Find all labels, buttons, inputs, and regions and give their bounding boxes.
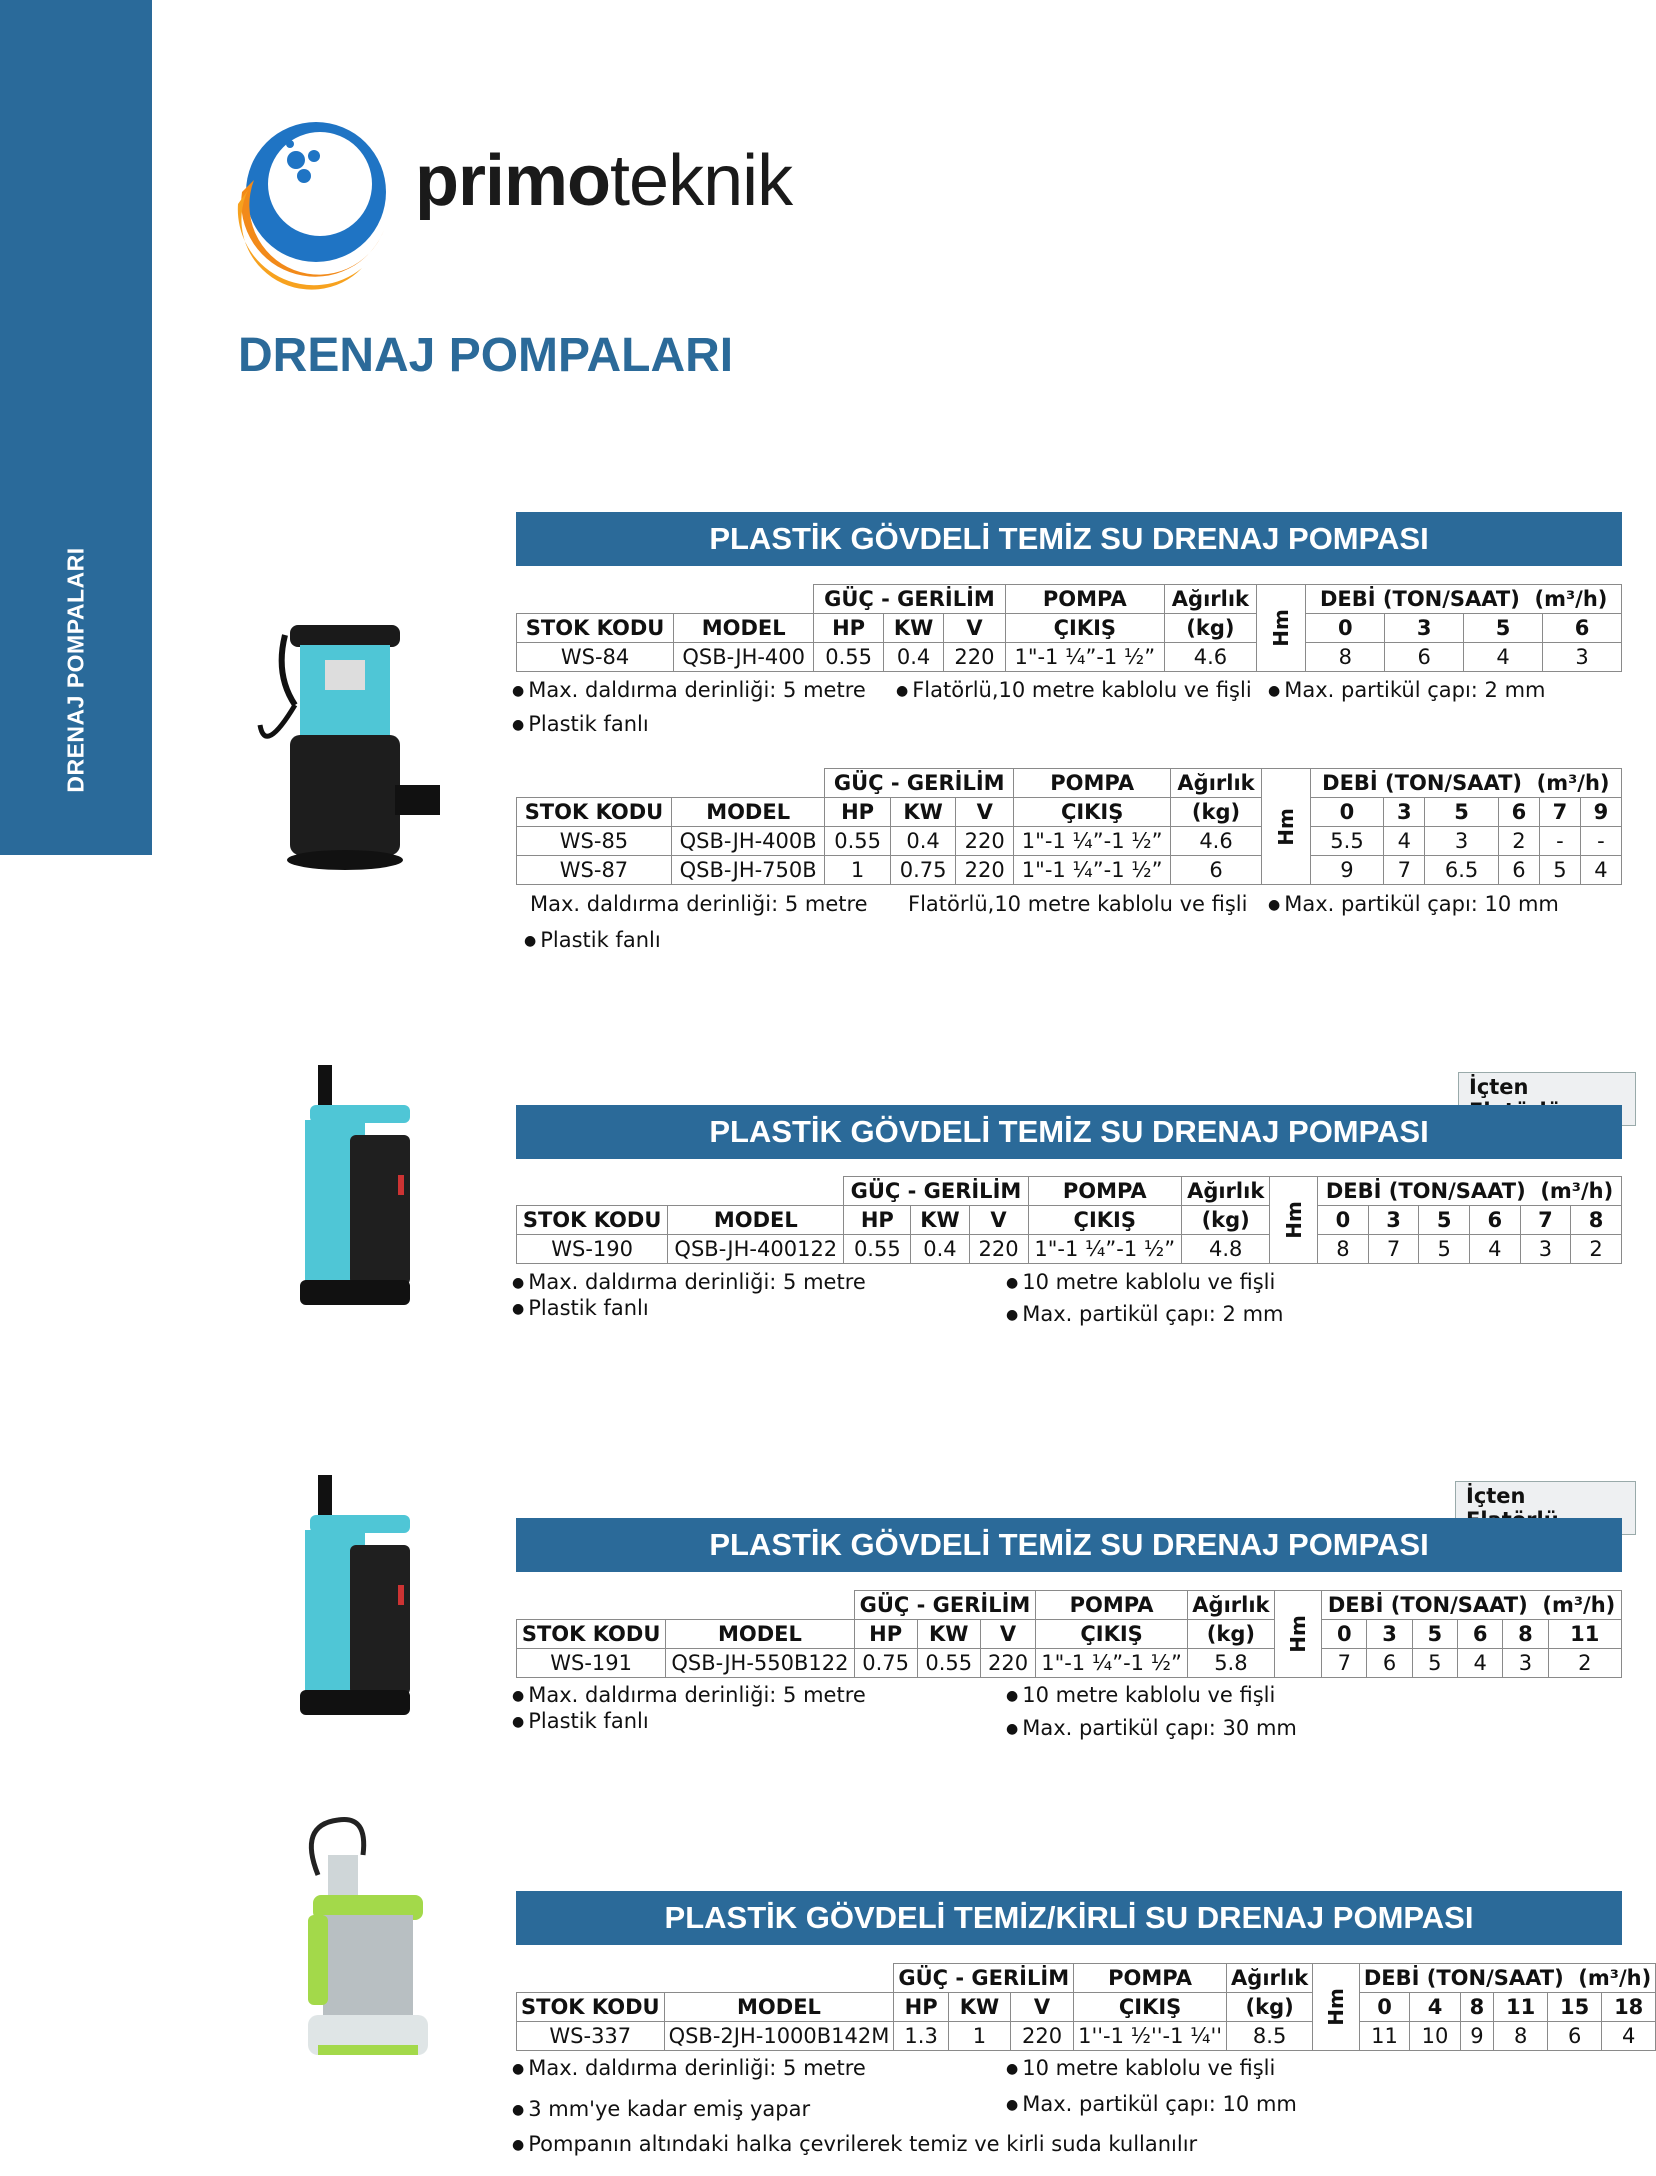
header-kg: (kg) [1165, 614, 1257, 643]
note: ● Plastik fanlı [512, 1296, 649, 1320]
cell-kg: 5.8 [1187, 1649, 1274, 1678]
debi-head: 8 [1503, 1620, 1548, 1649]
cell-debi: 6 [1498, 856, 1539, 885]
debi-head: 0 [1306, 614, 1385, 643]
debi-head: 15 [1548, 1993, 1602, 2022]
note: ● Plastik fanlı [512, 712, 649, 736]
note: Max. daldırma derinliği: 5 metre [530, 892, 868, 916]
note: ● Max. daldırma derinliği: 5 metre [512, 678, 866, 702]
spec-table-ws84 [516, 584, 1622, 672]
note: ● Plastik fanlı [512, 1709, 649, 1733]
header-debi: DEBİ (TON/SAAT) (m³/h) [1359, 1964, 1655, 1993]
debi-head: 0 [1310, 798, 1384, 827]
cell-v: 220 [956, 856, 1014, 885]
header-kw: KW [883, 614, 943, 643]
debi-head: 9 [1580, 798, 1621, 827]
cell-debi: 2 [1571, 1235, 1622, 1264]
header-model: MODEL [671, 798, 824, 827]
debi-head: 11 [1494, 1993, 1548, 2022]
cell-model: QSB-JH-400122 [668, 1235, 844, 1264]
cell-debi: 8 [1318, 1235, 1369, 1264]
header-hp: HP [844, 1206, 911, 1235]
header-pompa: POMPA [1028, 1177, 1181, 1206]
debi-head: 3 [1368, 1206, 1419, 1235]
header-hm: Hm [1270, 1177, 1318, 1264]
section-4-title: PLASTİK GÖVDELİ TEMİZ/KİRLİ SU DRENAJ POMPASI [516, 1891, 1622, 1945]
primoteknik-logo-icon [234, 120, 394, 280]
cell-model: QSB-JH-750B [671, 856, 824, 885]
sidebar-band [0, 0, 152, 855]
cell-cikis: 1"-1 ¼”-1 ½” [1036, 1649, 1187, 1678]
section-2-title: PLASTİK GÖVDELİ TEMİZ SU DRENAJ POMPASI [516, 1105, 1622, 1159]
header-hm: Hm [1275, 1591, 1322, 1678]
header-debi: DEBİ (TON/SAAT) (m³/h) [1306, 585, 1622, 614]
cell-debi: 4 [1458, 1649, 1503, 1678]
cell-debi: 7 [1384, 856, 1425, 885]
header-kg: (kg) [1182, 1206, 1270, 1235]
cell-cikis: 1"-1 ¼”-1 ½” [1028, 1235, 1181, 1264]
cell-debi: 4 [1580, 856, 1621, 885]
header-agirlik: Ağırlık [1227, 1964, 1313, 1993]
page-title: DRENAJ POMPALARI [238, 329, 734, 382]
header-cikis: ÇIKIŞ [1036, 1620, 1187, 1649]
header-model: MODEL [664, 1993, 894, 2022]
cell-stok: WS-337 [517, 2022, 665, 2051]
sidebar-label: DRENAJ POMPALARI [62, 547, 89, 793]
table-row [517, 827, 1622, 856]
cell-debi: 9 [1460, 2022, 1493, 2051]
cell-kg: 6 [1171, 856, 1262, 885]
cell-debi: 8 [1494, 2022, 1548, 2051]
header-debi: DEBİ (TON/SAAT) (m³/h) [1322, 1591, 1622, 1620]
debi-head: 7 [1539, 798, 1580, 827]
cell-v: 220 [956, 827, 1014, 856]
header-v: V [969, 1206, 1028, 1235]
debi-head: 6 [1498, 798, 1539, 827]
debi-head: 18 [1602, 1993, 1656, 2022]
debi-head: 6 [1543, 614, 1622, 643]
cell-debi: 3 [1520, 1235, 1571, 1264]
cell-hp: 0.55 [825, 827, 891, 856]
header-pompa: POMPA [1005, 585, 1164, 614]
cell-v: 220 [980, 1649, 1036, 1678]
cell-kw: 0.4 [911, 1235, 969, 1264]
header-model: MODEL [674, 614, 814, 643]
debi-head: 8 [1571, 1206, 1622, 1235]
header-cikis: ÇIKIŞ [1074, 1993, 1227, 2022]
cell-debi: - [1580, 827, 1621, 856]
cell-cikis: 1''-1 ½''-1 ¼'' [1074, 2022, 1227, 2051]
section-3-title: PLASTİK GÖVDELİ TEMİZ SU DRENAJ POMPASI [516, 1518, 1622, 1572]
header-agirlik: Ağırlık [1187, 1591, 1274, 1620]
debi-head: 6 [1458, 1620, 1503, 1649]
cell-kg: 4.6 [1171, 827, 1262, 856]
spec-table-ws337 [516, 1963, 1656, 2051]
cell-kw: 0.4 [890, 827, 956, 856]
cell-stok: WS-190 [517, 1235, 668, 1264]
header-kw: KW [911, 1206, 969, 1235]
cell-kg: 8.5 [1227, 2022, 1313, 2051]
header-pompa: POMPA [1036, 1591, 1187, 1620]
debi-head: 0 [1322, 1620, 1367, 1649]
cell-debi: 5 [1419, 1235, 1470, 1264]
icten-flatorlu-badge: İçten [1458, 1072, 1636, 1126]
cell-debi: 5.5 [1310, 827, 1384, 856]
debi-head: 7 [1520, 1206, 1571, 1235]
spec-table-ws191 [516, 1590, 1622, 1678]
header-v: V [1011, 1993, 1074, 2022]
header-kw: KW [948, 1993, 1010, 2022]
table-row [517, 2022, 1656, 2051]
note: ● Pompanın altındaki halka çevrilerek temiz ve kirli suda kullanılır [512, 2132, 1197, 2156]
cell-debi: 4 [1384, 827, 1425, 856]
header-hm: Hm [1313, 1964, 1360, 2051]
cell-debi: 4 [1464, 643, 1543, 672]
debi-head: 3 [1367, 1620, 1412, 1649]
header-stok: STOK KODU [517, 1993, 665, 2022]
debi-head: 5 [1464, 614, 1543, 643]
cell-stok: WS-85 [517, 827, 672, 856]
header-agirlik: Ağırlık [1171, 769, 1262, 798]
header-v: V [956, 798, 1014, 827]
header-debi: DEBİ (TON/SAAT) (m³/h) [1318, 1177, 1622, 1206]
icten-flatorlu-badge: İçten [1455, 1481, 1636, 1535]
header-guc: GÜÇ - GERİLİM [825, 769, 1014, 798]
pump-ws337-image [288, 1815, 438, 2065]
cell-model: QSB-JH-550B122 [666, 1649, 854, 1678]
debi-head: 5 [1425, 798, 1499, 827]
debi-head: 3 [1384, 798, 1425, 827]
debi-head: 8 [1460, 1993, 1493, 2022]
debi-head: 3 [1385, 614, 1464, 643]
cell-hp: 0.75 [854, 1649, 917, 1678]
note: ● Max. daldırma derinliği: 5 metre [512, 2056, 866, 2080]
header-stok: STOK KODU [517, 798, 672, 827]
header-guc: GÜÇ - GERİLİM [844, 1177, 1028, 1206]
brand-bold: primo [415, 141, 611, 221]
header-stok: STOK KODU [517, 1620, 666, 1649]
header-cikis: ÇIKIŞ [1014, 798, 1171, 827]
cell-kw: 1 [948, 2022, 1010, 2051]
cell-stok: WS-191 [517, 1649, 666, 1678]
brand-name [415, 140, 792, 222]
cell-debi: 6 [1548, 2022, 1602, 2051]
header-agirlik: Ağırlık [1182, 1177, 1270, 1206]
table-row [517, 1649, 1622, 1678]
header-guc: GÜÇ - GERİLİM [854, 1591, 1036, 1620]
spec-table-ws190 [516, 1176, 1622, 1264]
debi-head: 6 [1469, 1206, 1520, 1235]
header-stok: STOK KODU [517, 614, 674, 643]
cell-debi: 8 [1306, 643, 1385, 672]
header-kw: KW [890, 798, 956, 827]
debi-head: 0 [1318, 1206, 1369, 1235]
cell-debi: 5 [1412, 1649, 1457, 1678]
cell-v: 220 [944, 643, 1005, 672]
cell-debi: 7 [1322, 1649, 1367, 1678]
cell-model: QSB-JH-400 [674, 643, 814, 672]
cell-cikis: 1"-1 ¼”-1 ½” [1005, 643, 1164, 672]
note: ● Max. partikül çapı: 10 mm [1268, 892, 1559, 916]
cell-debi: 6 [1385, 643, 1464, 672]
brand-light: teknik [610, 141, 793, 221]
cell-kg: 4.8 [1182, 1235, 1270, 1264]
note: ● Max. partikül çapı: 2 mm [1268, 678, 1546, 702]
header-pompa: POMPA [1014, 769, 1171, 798]
debi-head: 5 [1419, 1206, 1470, 1235]
table-row [517, 1235, 1622, 1264]
cell-kw: 0.75 [890, 856, 956, 885]
header-hm: Hm [1256, 585, 1306, 672]
cell-model: QSB-2JH-1000B142M [664, 2022, 894, 2051]
cell-v: 220 [969, 1235, 1028, 1264]
spec-table-ws85-87 [516, 768, 1622, 885]
cell-debi: - [1539, 827, 1580, 856]
note: ● Max. daldırma derinliği: 5 metre [512, 1683, 866, 1707]
pump-ws84-image [255, 615, 450, 875]
cell-stok: WS-87 [517, 856, 672, 885]
header-kg: (kg) [1187, 1620, 1274, 1649]
note: ● Max. partikül çapı: 30 mm [1006, 1716, 1297, 1740]
cell-debi: 3 [1425, 827, 1499, 856]
cell-debi: 4 [1469, 1235, 1520, 1264]
cell-hp: 1 [825, 856, 891, 885]
header-cikis: ÇIKIŞ [1028, 1206, 1181, 1235]
cell-kw: 0.55 [917, 1649, 980, 1678]
cell-cikis: 1"-1 ¼”-1 ½” [1014, 827, 1171, 856]
note: ● 10 metre kablolu ve fişli [1006, 1270, 1275, 1294]
note: ● Plastik fanlı [524, 928, 661, 952]
cell-model: QSB-JH-400B [671, 827, 824, 856]
note: ● 3 mm'ye kadar emiş yapar [512, 2097, 810, 2121]
note: ● 10 metre kablolu ve fişli [1006, 2056, 1275, 2080]
header-hp: HP [825, 798, 891, 827]
note: ● Max. daldırma derinliği: 5 metre [512, 1270, 866, 1294]
debi-head: 0 [1359, 1993, 1409, 2022]
cell-cikis: 1"-1 ¼”-1 ½” [1014, 856, 1171, 885]
cell-debi: 6 [1367, 1649, 1412, 1678]
header-model: MODEL [668, 1206, 844, 1235]
header-v: V [944, 614, 1005, 643]
header-hm: Hm [1261, 769, 1310, 885]
cell-hp: 1.3 [894, 2022, 948, 2051]
note: ● Max. partikül çapı: 10 mm [1006, 2092, 1297, 2116]
cell-debi: 2 [1548, 1649, 1621, 1678]
cell-debi: 6.5 [1425, 856, 1499, 885]
debi-head: 5 [1412, 1620, 1457, 1649]
cell-hp: 0.55 [844, 1235, 911, 1264]
cell-debi: 7 [1368, 1235, 1419, 1264]
header-stok: STOK KODU [517, 1206, 668, 1235]
cell-kw: 0.4 [883, 643, 943, 672]
cell-debi: 5 [1539, 856, 1580, 885]
note: ● Flatörlü,10 metre kablolu ve fişli [896, 678, 1252, 702]
note: ● Max. partikül çapı: 2 mm [1006, 1302, 1284, 1326]
header-hp: HP [814, 614, 884, 643]
cell-stok: WS-84 [517, 643, 674, 672]
debi-head: 4 [1410, 1993, 1460, 2022]
header-model: MODEL [666, 1620, 854, 1649]
header-hp: HP [854, 1620, 917, 1649]
cell-debi: 3 [1543, 643, 1622, 672]
cell-debi: 10 [1410, 2022, 1460, 2051]
note: ● 10 metre kablolu ve fişli [1006, 1683, 1275, 1707]
header-guc: GÜÇ - GERİLİM [894, 1964, 1074, 1993]
header-v: V [980, 1620, 1036, 1649]
cell-debi: 2 [1498, 827, 1539, 856]
header-pompa: POMPA [1074, 1964, 1227, 1993]
header-kg: (kg) [1227, 1993, 1313, 2022]
cell-debi: 9 [1310, 856, 1384, 885]
header-kw: KW [917, 1620, 980, 1649]
cell-v: 220 [1011, 2022, 1074, 2051]
note: Flatörlü,10 metre kablolu ve fişli [908, 892, 1248, 916]
pump-ws191-image [290, 1475, 430, 1720]
header-debi: DEBİ (TON/SAAT) (m³/h) [1310, 769, 1621, 798]
debi-head: 11 [1548, 1620, 1621, 1649]
table-row [517, 643, 1622, 672]
section-1-title: PLASTİK GÖVDELİ TEMİZ SU DRENAJ POMPASI [516, 512, 1622, 566]
cell-hp: 0.55 [814, 643, 884, 672]
cell-debi: 3 [1503, 1649, 1548, 1678]
header-agirlik: Ağırlık [1165, 585, 1257, 614]
header-guc: GÜÇ - GERİLİM [814, 585, 1005, 614]
cell-debi: 11 [1359, 2022, 1409, 2051]
header-cikis: ÇIKIŞ [1005, 614, 1164, 643]
pump-ws190-image [290, 1065, 430, 1310]
header-kg: (kg) [1171, 798, 1262, 827]
table-row [517, 856, 1622, 885]
header-hp: HP [894, 1993, 948, 2022]
cell-debi: 4 [1602, 2022, 1656, 2051]
cell-kg: 4.6 [1165, 643, 1257, 672]
